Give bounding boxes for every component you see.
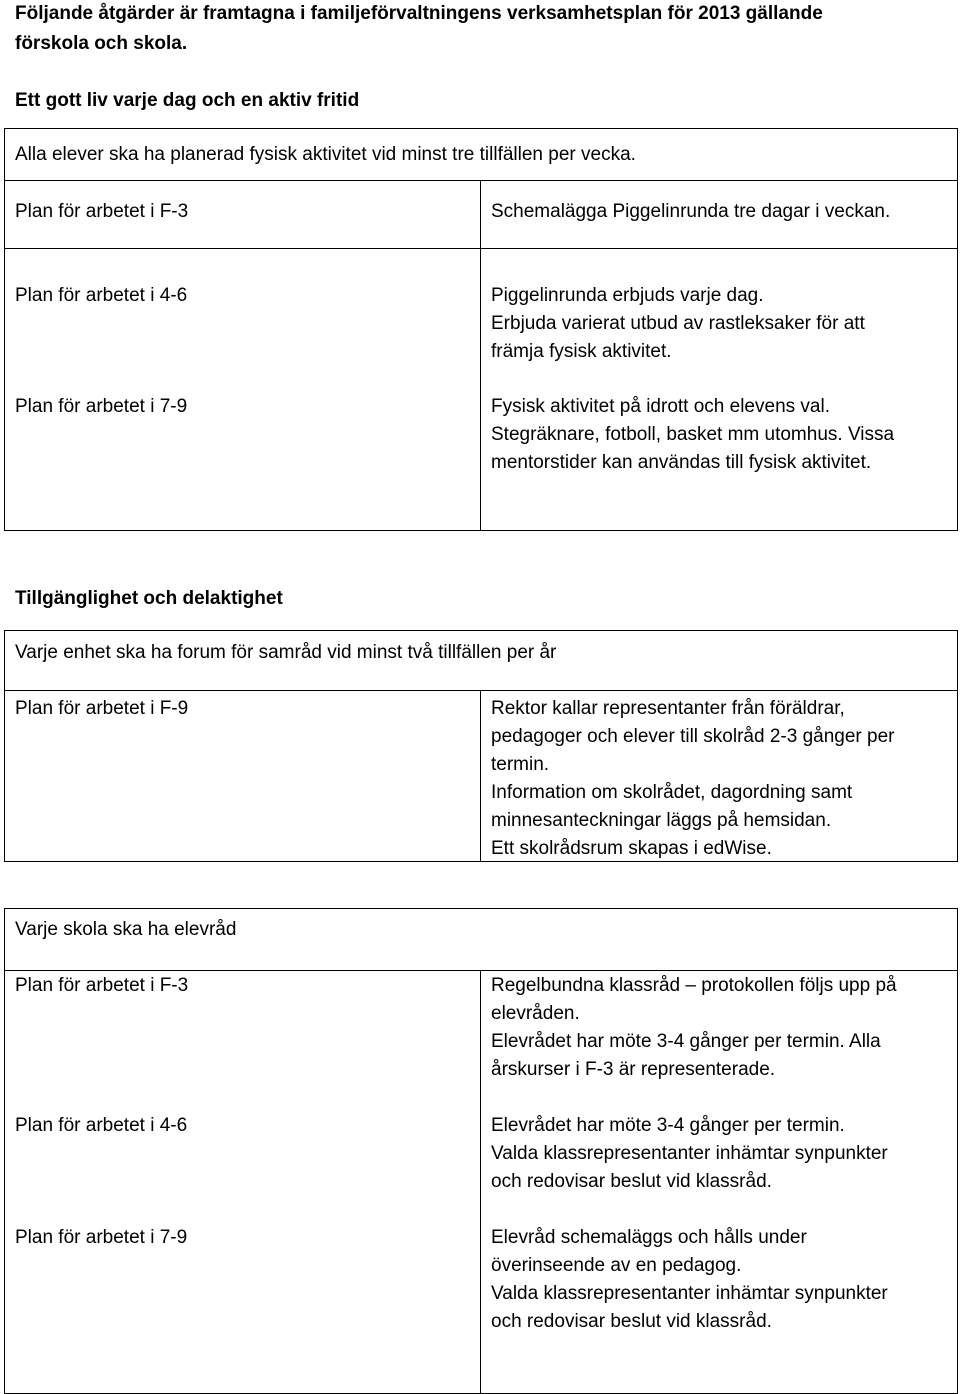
text-line: Regelbundna klassråd – protokollen följs upp på — [491, 975, 897, 996]
row-label: Plan för arbetet i 7-9 — [15, 1227, 188, 1248]
section1-divider — [4, 248, 958, 249]
text-line: Ett skolrådsrum skapas i edWise. — [491, 838, 772, 859]
row-text: Schemalägga Piggelinrunda tre dagar i veckan. — [491, 201, 891, 222]
text-line: årskurser i F-3 är representerade. — [491, 1059, 776, 1080]
section2-divider — [4, 690, 958, 691]
text-line: Rektor kallar representanter från föräldrar, — [491, 698, 845, 719]
text-line: pedagoger och elever till skolråd 2-3 gånger per — [491, 726, 895, 747]
row-text — [491, 972, 897, 1084]
text-line: Piggelinrunda erbjuds varje dag. — [491, 285, 764, 306]
row-text — [491, 1224, 888, 1336]
section2-heading: Tillgänglighet och delaktighet — [15, 588, 283, 609]
row-label: Plan för arbetet i 4-6 — [15, 1115, 188, 1136]
text-line: Erbjuda varierat utbud av rastleksaker för att — [491, 313, 865, 334]
section1-heading: Ett gott liv varje dag och en aktiv fritid — [15, 90, 360, 111]
text-line: Valda klassrepresentanter inhämtar synpunkter — [491, 1283, 888, 1304]
text-line: överinseende av en pedagog. — [491, 1255, 742, 1276]
row-label: Plan för arbetet i F-3 — [15, 975, 189, 996]
intro-line-2: förskola och skola. — [15, 33, 188, 54]
section3-goal: Varje skola ska ha elevråd — [15, 919, 237, 940]
text-line: Information om skolrådet, dagordning samt — [491, 782, 853, 803]
text-line: främja fysisk aktivitet. — [491, 341, 672, 362]
section3-divider — [4, 970, 958, 971]
row-label: Plan för arbetet i F-3 — [15, 201, 189, 222]
section1-column-divider — [480, 180, 481, 531]
row-label: Plan för arbetet i 4-6 — [15, 285, 188, 306]
text-line: mentorstider kan användas till fysisk aktivitet. — [491, 452, 872, 473]
row-label: Plan för arbetet i 7-9 — [15, 396, 188, 417]
row-text — [491, 393, 894, 477]
section2-goal: Varje enhet ska ha forum för samråd vid minst två tillfällen per år — [15, 642, 557, 663]
text-line: Fysisk aktivitet på idrott och elevens val. — [491, 396, 830, 417]
text-line: och redovisar beslut vid klassråd. — [491, 1171, 772, 1192]
row-label: Plan för arbetet i F-9 — [15, 698, 189, 719]
row-text — [491, 282, 865, 366]
section3-column-divider — [480, 970, 481, 1394]
section2-column-divider — [480, 690, 481, 862]
section1-divider — [4, 180, 958, 181]
text-line: minnesanteckningar läggs på hemsidan. — [491, 810, 832, 831]
text-line: Stegräknare, fotboll, basket mm utomhus. Vissa — [491, 424, 895, 445]
section1-goal: Alla elever ska ha planerad fysisk aktivitet vid minst tre tillfällen per vecka. — [15, 144, 636, 165]
text-line: termin. — [491, 754, 550, 775]
intro-line-1: Följande åtgärder är framtagna i familjeförvaltningens verksamhetsplan för 2013 gällande — [15, 3, 823, 24]
text-line: Valda klassrepresentanter inhämtar synpunkter — [491, 1143, 888, 1164]
text-line: och redovisar beslut vid klassråd. — [491, 1311, 772, 1332]
row-text — [491, 695, 894, 863]
row-text — [491, 1112, 888, 1196]
text-line: Elevrådet har möte 3-4 gånger per termin. Alla — [491, 1031, 881, 1052]
text-line: elevråden. — [491, 1003, 580, 1024]
text-line: Elevrådet har möte 3-4 gånger per termin. — [491, 1115, 845, 1136]
text-line: Elevråd schemaläggs och hålls under — [491, 1227, 807, 1248]
